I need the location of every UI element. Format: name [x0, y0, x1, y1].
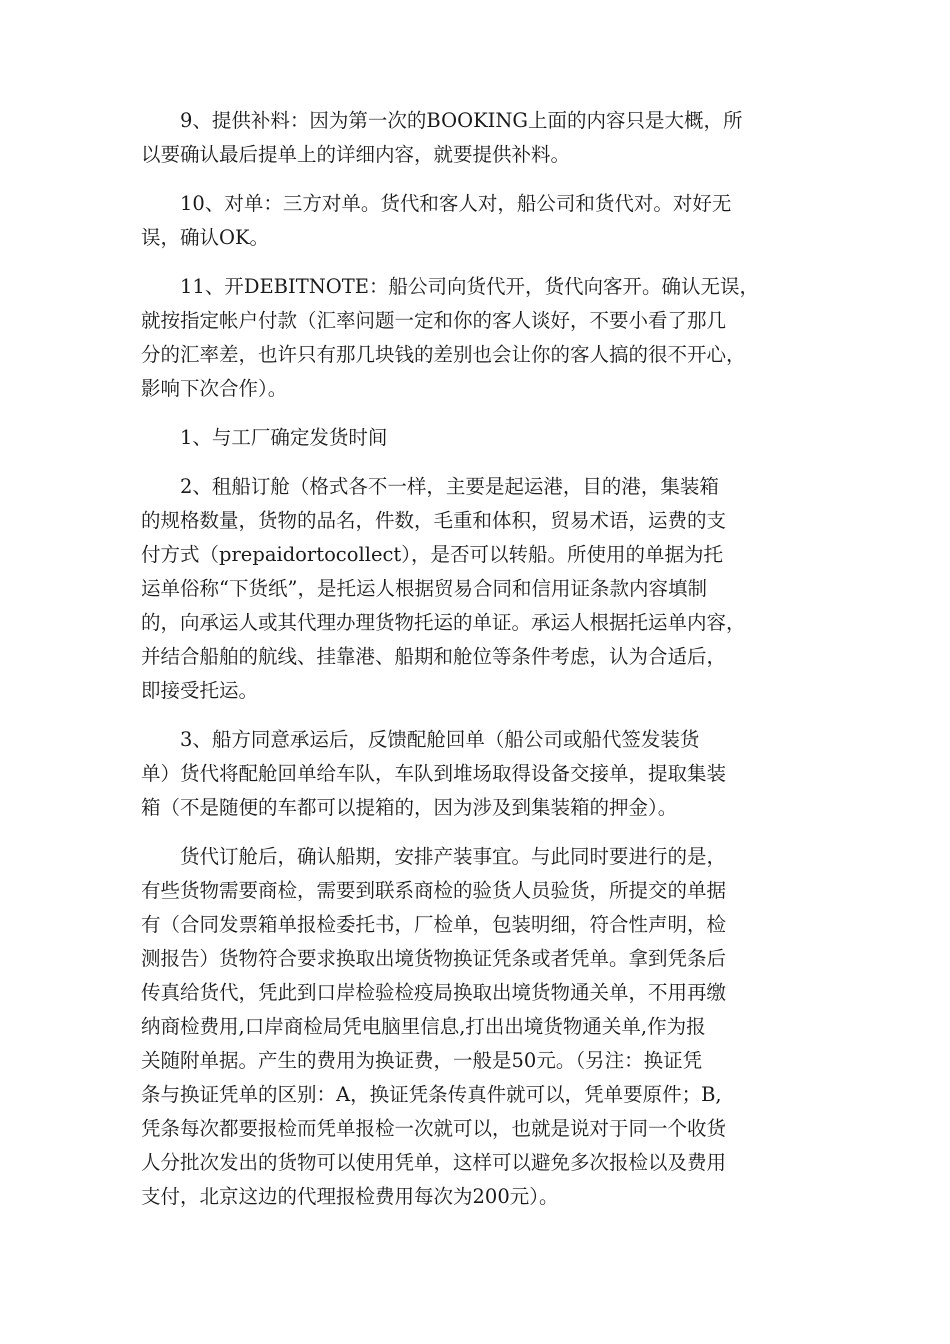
document-body [141, 104, 816, 1229]
paragraph-supplement [141, 104, 816, 172]
text-line: 条与换证凭单的区别：A，换证凭条传真件就可以，凭单要原件；B, [141, 1083, 722, 1106]
text-line: 人分批次发出的货物可以使用凭单，这样可以避免多次报检以及费用 [141, 1151, 727, 1174]
text-line: 有（合同发票箱单报检委托书，厂检单，包装明细，符合性声明，检 [141, 913, 727, 936]
text-line: 付方式（prepaidortocollect），是否可以转船。所使用的单据为托 [141, 543, 723, 566]
text-line: 并结合船舶的航线、挂靠港、船期和舱位等条件考虑，认为合适后， [141, 645, 727, 668]
paragraph-shipping-order [141, 723, 816, 825]
text-line: 10、对单：三方对单。货代和客人对，船公司和货代对。对好无 [180, 192, 732, 215]
text-line: 即接受托运。 [141, 679, 259, 702]
text-line: 运单俗称“下货纸”，是托运人根据贸易合同和信用证条款内容填制 [141, 577, 707, 600]
text-line: 纳商检费用,口岸商检局凭电脑里信息,打出出境货物通关单,作为报 [141, 1015, 706, 1038]
text-line: 3、船方同意承运后，反馈配舱回单（船公司或船代签发装货 [180, 728, 700, 751]
text-line: 影响下次合作）。 [141, 377, 288, 400]
text-line: 测报告）货物符合要求换取出境货物换证凭条或者凭单。拿到凭条后 [141, 947, 727, 970]
paragraph-booking [141, 470, 816, 708]
text-line: 就按指定帐户付款（汇率问题一定和你的客人谈好，不要小看了那几 [141, 309, 727, 332]
text-line: 11、开DEBITNOTE：船公司向货代开，货代向客开。确认无误， [180, 275, 760, 298]
paragraph-shipping-time [141, 421, 816, 455]
text-line: 的规格数量，货物的品名，件数，毛重和体积，贸易术语，运费的支 [141, 509, 727, 532]
text-line: 以要确认最后提单上的详细内容，就要提供补料。 [141, 143, 571, 166]
text-line: 传真给货代，凭此到口岸检验检疫局换取出境货物通关单，不用再缴 [141, 981, 727, 1004]
text-line: 箱（不是随便的车都可以提箱的，因为涉及到集装箱的押金）。 [141, 796, 678, 819]
text-line: 支付，北京这边的代理报检费用每次为200元）。 [141, 1185, 559, 1208]
text-line: 有些货物需要商检，需要到联系商检的验货人员验货，所提交的单据 [141, 879, 727, 902]
text-line: 关随附单据。产生的费用为换证费，一般是50元。（另注：换证凭 [141, 1049, 703, 1072]
paragraph-debit-note [141, 270, 816, 406]
text-line: 9、提供补料：因为第一次的BOOKING上面的内容只是大概，所 [180, 109, 743, 132]
text-line: 单）货代将配舱回单给车队，车队到堆场取得设备交接单，提取集装 [141, 762, 727, 785]
paragraph-check-documents [141, 187, 816, 255]
text-line: 2、租船订舱（格式各不一样，主要是起运港，目的港，集装箱 [180, 475, 719, 498]
text-line: 的，向承运人或其代理办理货物托运的单证。承运人根据托运单内容， [141, 611, 746, 634]
text-line: 货代订舱后，确认船期，安排产装事宜。与此同时要进行的是， [180, 845, 727, 868]
paragraph-inspection [141, 840, 816, 1214]
text-line: 凭条每次都要报检而凭单报检一次就可以，也就是说对于同一个收货 [141, 1117, 727, 1140]
text-line: 误，确认OK。 [141, 226, 270, 249]
text-line: 分的汇率差，也许只有那几块钱的差别也会让你的客人搞的很不开心， [141, 343, 746, 366]
text-line: 1、与工厂确定发货时间 [180, 426, 388, 449]
